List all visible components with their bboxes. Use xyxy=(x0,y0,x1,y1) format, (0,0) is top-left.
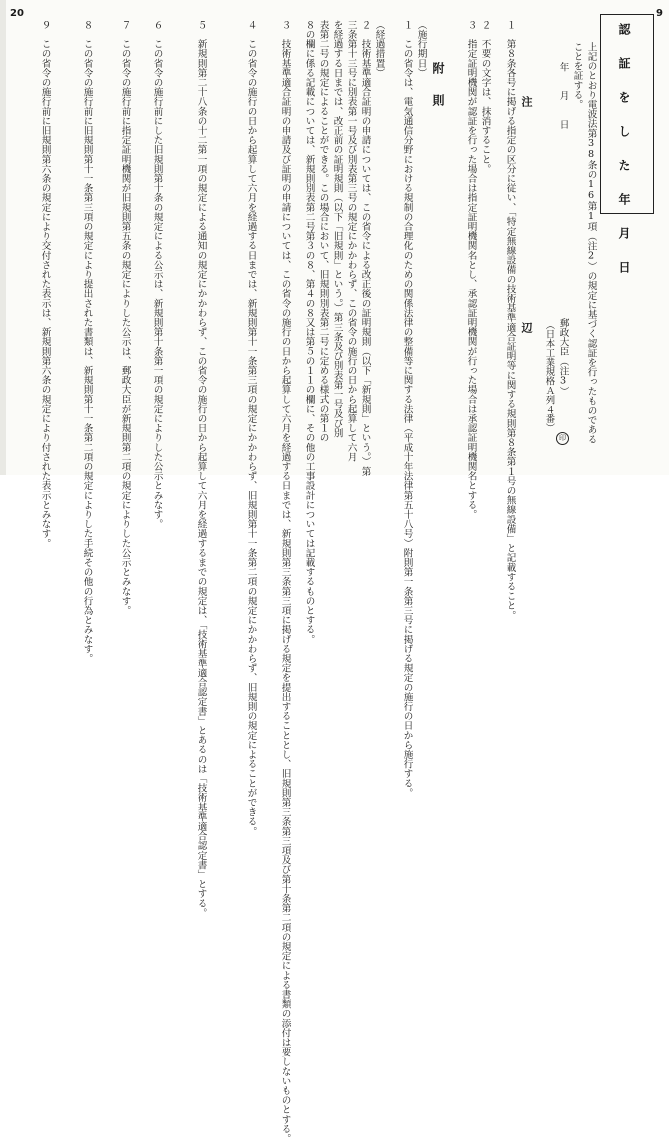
certification-form-box xyxy=(600,14,654,278)
para-3: ３ 技術基準適合証明の申請及び証明の申請については、この省令の施行の日から起算して六月を経過する日までは、新規則第三条第三項に掲げる規定を提出することとし、旧規則第三条第三項及び第十条第二項の規定による書類の添付は要しないものとする。 xyxy=(279,20,291,1143)
para-2-line-3: を経過する日までは、改正前の証明規則（以下「旧規則」という。）第三条及び別表第一号及び別 xyxy=(331,20,343,438)
para-8: ８ この省令の施行前に旧規則第十一条第三項の規定により提出された書類は、新規則第十一条第二項の規定によりした手続その他の行為とみなす。 xyxy=(81,20,93,664)
para-2-line-4: 表第二号の規定によることができる。この場合において、旧規則別表第二号に定める様式の第１の xyxy=(317,20,329,443)
para-1: １ この省令は、電気通信分野における規制の合理化のための関係法律の整備等に関する法律（平成十年法律第五十八号）附則第一条第三号に掲げる規定の施行の日から施行する。 xyxy=(401,20,413,798)
scan-gutter xyxy=(0,0,6,475)
note-1: １ 第８条各号に掲げる指定の区分に従い、「特定無線設備の技術基準適合証明等に関する規則第８条第１号の無線設備」と記載すること。 xyxy=(504,20,516,620)
note-2: ２ 不要の文字は、抹消すること。 xyxy=(479,20,491,174)
transitional-heading: （経過措置） xyxy=(373,20,385,78)
form-statement-2: ことを証する。 xyxy=(571,42,583,110)
notes-heading-right: 辺 xyxy=(520,322,533,335)
supplementary-heading: 附 則 xyxy=(431,62,445,110)
notes-heading: 注 xyxy=(520,96,533,109)
seal-mark: 印 xyxy=(556,432,569,445)
para-2-line-1: ２ 技術基準適合証明の申請については、この省令による改正後の証明規則（以下「新規則」という。）第 xyxy=(359,20,371,476)
para-2-line-2: 三条第十三号に別表第一号及び別表第三号の規定にかかわらず、この省令の施行の日から起算して六月 xyxy=(345,20,357,462)
enforcement-heading: （施行期日） xyxy=(415,20,427,78)
note-3: ３ 指定証明機関が認証を行った場合は指定証明機関名とし、承認証明機関が行った場合は承認証明機関名とする。 xyxy=(465,20,477,520)
page-number-left: 20 xyxy=(10,8,24,19)
para-6: ６ この省令の施行前にした旧規則第十条の規定による公示は、新規則第十条第一項の規定によりした公示とみなす。 xyxy=(151,20,163,529)
para-4: ４ この省令の施行の日から起算して六月を経過する日までは、新規則第十一条第三項の規定にかかわらず、旧規則第十一条第二項の規定にかかわらず、旧規則の規定によることができる。 xyxy=(245,20,257,836)
page-number-right: 9 xyxy=(656,8,663,19)
form-title: 認 証 を し た 年 月 日 xyxy=(617,23,631,278)
para-7: ７ この省令の施行前に指定証明機関が旧規則第五条の規定によりした公示は、郵政大臣が新規則第二項の規定によりした公示とみなす。 xyxy=(119,20,131,616)
minister-label: 郵政大臣（注3） xyxy=(557,318,569,397)
para-2-line-5: ８の欄に係る記載については、新規則別表第二号第３の８、第４の８又は第５の１１の欄に、その他の工事設計については記載するものとする。 xyxy=(303,20,315,644)
para-5: ５ 新規則第二十八条の十二第一項の規定による通知の規定にかかわらず、この省令の施行の日から起算して六月を経過するまでの規定は、「技術基準適合認定書」とあるのは「技術基準適合認定書」とする。 xyxy=(195,20,207,918)
form-statement: 上記のとおり電波法第38条の16第1項（注2）の規定に基づく認証を行ったものである xyxy=(585,42,597,444)
form-date: 年 月 日 xyxy=(557,62,569,130)
para-9: ９ この省令の施行前に旧規則第六条の規定により交付された表示は、新規則第六条の規定により付された表示とみなす。 xyxy=(39,20,51,548)
spec-label: （日本工業規格Ａ列４番） xyxy=(543,320,555,433)
